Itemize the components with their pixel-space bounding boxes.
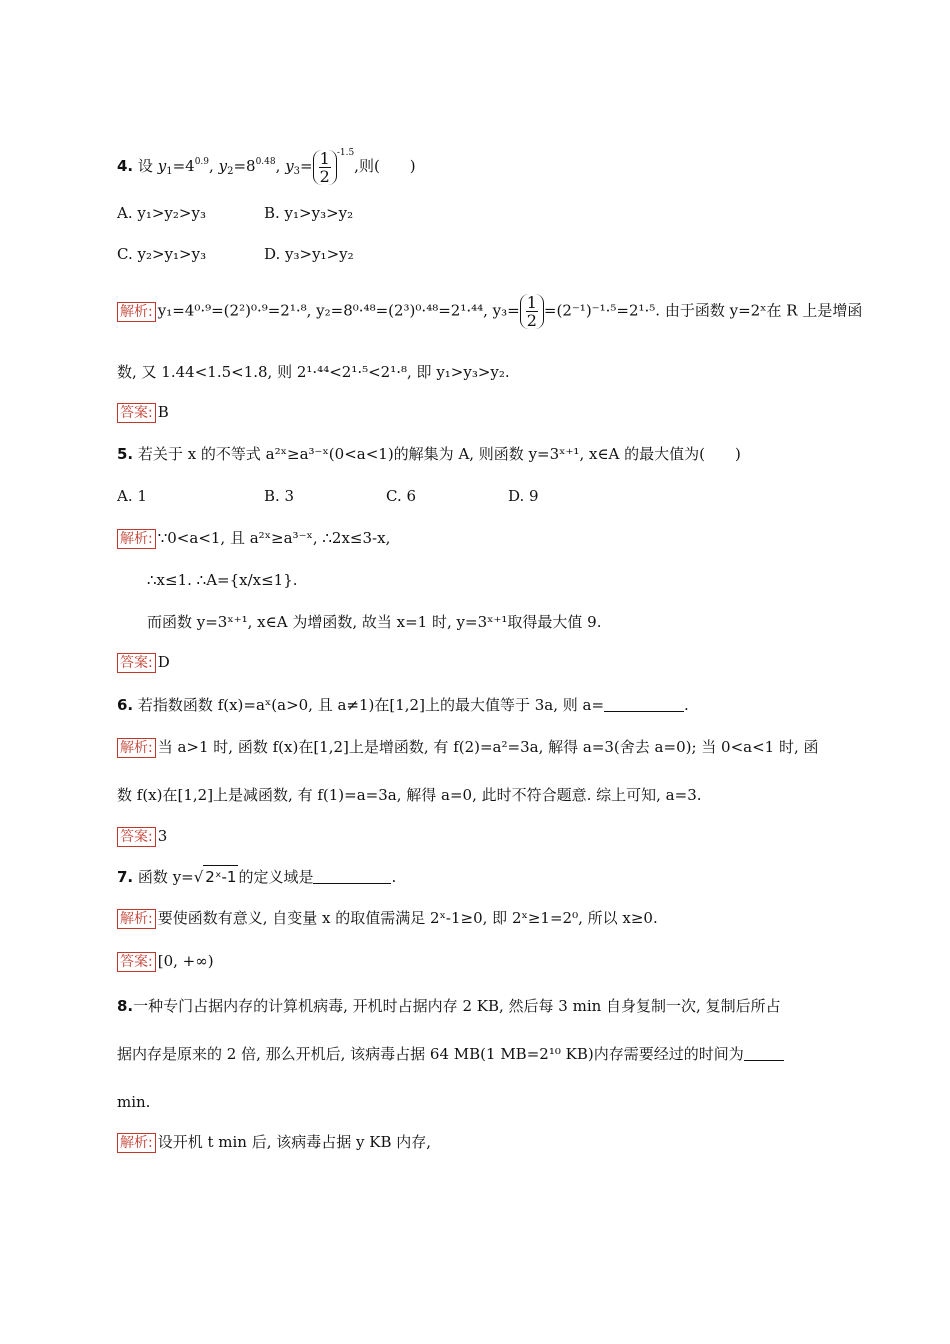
q5-option-c: C. 6: [386, 487, 417, 505]
q4-analysis-text1: y₁=4⁰·⁹=(2²)⁰·⁹=2¹·⁸, y₂=8⁰·⁴⁸=(2³)⁰·⁴⁸=2¹·⁴⁴, y₃=: [157, 301, 520, 320]
q4-analysis-line2: 数, 又 1.44<1.5<1.8, 则 2¹·⁴⁴<2¹·⁵<2¹·⁸, 即 y₁>y₃>y₂.: [117, 363, 510, 381]
q4-analysis-frac-den: 2: [526, 311, 537, 330]
q4-analysis-tag: 解析:: [117, 302, 156, 322]
q8-stem-text2: 据内存是原来的 2 倍, 那么开机后, 该病毒占据 64 MB(1 MB=2¹⁰ KB)内存需要经过的时间为: [117, 1045, 744, 1063]
q4-stem-suffix: ,则( ): [354, 157, 416, 175]
q6-answer: [117, 825, 167, 847]
q4-answer: [117, 401, 169, 423]
q5-option-d: D. 9: [508, 487, 539, 505]
q6-analysis-tag: 解析:: [117, 738, 156, 758]
q4-option-b: B. y₁>y₃>y₂: [264, 204, 354, 222]
q6-stem: [117, 694, 689, 716]
q8-stem-line1: [117, 995, 781, 1017]
sqrt-radical-icon: √: [193, 868, 204, 886]
q6-answer-value: 3: [157, 827, 168, 845]
q5-number: 5.: [117, 445, 134, 463]
q4-sep2: ,: [275, 157, 281, 175]
q5-stem: [117, 443, 741, 465]
q4-answer-tag: 答案:: [117, 403, 156, 423]
q4-y3: y: [285, 157, 294, 175]
q7-analysis-tag: 解析:: [117, 909, 156, 929]
q4-y1: y: [157, 157, 167, 175]
q4-eq3: =: [300, 157, 313, 175]
q8-number: 8.: [117, 997, 134, 1015]
q4-analysis-line1: [117, 294, 862, 329]
q4-number: 4.: [117, 157, 134, 175]
q7-analysis-text1: 要使函数有意义, 自变量 x 的取值需满足 2ˣ-1≥0, 即 2ˣ≥1=2⁰, 所以 x≥0.: [157, 909, 658, 927]
q5-answer-value: D: [157, 653, 170, 671]
q4-stem: [117, 142, 416, 185]
q5-analysis-line1: [117, 527, 390, 549]
q6-analysis-line1: [117, 736, 819, 758]
q4-sub3: 3: [293, 166, 301, 177]
q6-answer-tag: 答案:: [117, 827, 156, 847]
q5-analysis-line2: ∴x≤1. ∴A={x/x≤1}.: [147, 571, 298, 589]
q4-sep1: ,: [209, 157, 214, 175]
q4-analysis-fraction: [520, 294, 544, 329]
q5-analysis-line3: 而函数 y=3ˣ⁺¹, x∈A 为增函数, 故当 x=1 时, y=3ˣ⁺¹取得最大值 9.: [147, 613, 602, 631]
q4-frac-num: 1: [319, 148, 330, 168]
q7-stem: [117, 865, 396, 888]
q7-radicand: 2ˣ-1: [203, 865, 238, 888]
q4-frac-den: 2: [319, 166, 330, 186]
q4-eq2: =8: [233, 157, 256, 175]
q4-answer-value: B: [157, 403, 169, 421]
q4-exp2: 0.48: [255, 157, 276, 167]
q5-analysis-text1: ∵0<a<1, 且 a²ˣ≥a³⁻ˣ, ∴2x≤3-x,: [157, 529, 391, 547]
q4-y2: y: [218, 157, 228, 175]
q8-stem-line2: [117, 1043, 784, 1065]
q4-stem-prefix: 设: [137, 157, 153, 175]
q7-answer-tag: 答案:: [117, 952, 156, 972]
q4-exp1: 0.9: [194, 157, 210, 167]
q6-analysis-line2: 数 f(x)在[1,2]上是减函数, 有 f(1)=a=3a, 解得 a=0, 此时不符合题意. 综上可知, a=3.: [117, 786, 702, 804]
q7-answer-value: [0, +∞): [157, 952, 214, 970]
q5-option-b: B. 3: [264, 487, 295, 505]
q8-answer-blank: [744, 1046, 784, 1061]
q7-stem-end: .: [391, 868, 397, 886]
q4-option-a: A. y₁>y₂>y₃: [117, 204, 206, 222]
q4-analysis-frac-num: 1: [526, 293, 537, 312]
q5-answer-tag: 答案:: [117, 653, 156, 673]
q6-stem-suffix: .: [684, 696, 689, 714]
q4-eq1: =4: [172, 157, 195, 175]
q5-answer: [117, 651, 170, 673]
q7-stem-suffix: 的定义域是: [238, 868, 314, 886]
q4-fraction: [313, 150, 337, 185]
q6-analysis-text1: 当 a>1 时, 函数 f(x)在[1,2]上是增函数, 有 f(2)=a²=3a, 解得 a=3(舍去 a=0); 当 0<a<1 时, 函: [157, 738, 819, 756]
q4-option-c: C. y₂>y₁>y₃: [117, 245, 207, 263]
q8-analysis-text1: 设开机 t min 后, 该病毒占据 y KB 内存,: [157, 1133, 432, 1151]
q5-stem-text: 若关于 x 的不等式 a²ˣ≥a³⁻ˣ(0<a<1)的解集为 A, 则函数 y=3ˣ⁺¹, x∈A 的最大值为( ): [137, 445, 741, 463]
q6-number: 6.: [117, 696, 134, 714]
q8-stem-line3: min.: [117, 1093, 151, 1111]
q4-exp3: -1.5: [336, 148, 355, 158]
q4-sub2: 2: [227, 166, 234, 177]
q7-answer: [117, 950, 214, 972]
q8-stem-text1: 一种专门占据内存的计算机病毒, 开机时占据内存 2 KB, 然后每 3 min 自身复制一次, 复制后所占: [133, 997, 781, 1015]
q4-sub1: 1: [166, 166, 173, 177]
q5-analysis-tag: 解析:: [117, 529, 156, 549]
q7-number: 7.: [117, 868, 134, 886]
q4-analysis-text1-tail: =(2⁻¹)⁻¹·⁵=2¹·⁵. 由于函数 y=2ˣ在 R 上是增函: [543, 301, 863, 320]
q4-option-d: D. y₃>y₁>y₂: [264, 245, 354, 263]
q8-analysis-line1: [117, 1131, 431, 1153]
q7-analysis-line1: [117, 907, 658, 929]
q7-answer-blank: [313, 869, 391, 884]
q6-answer-blank: [604, 697, 684, 712]
q6-stem-text: 若指数函数 f(x)=aˣ(a>0, 且 a≠1)在[1,2]上的最大值等于 3a, 则 a=: [137, 696, 605, 714]
q7-stem-prefix: 函数 y=: [137, 868, 194, 886]
q8-analysis-tag: 解析:: [117, 1133, 156, 1153]
q5-option-a: A. 1: [117, 487, 147, 505]
